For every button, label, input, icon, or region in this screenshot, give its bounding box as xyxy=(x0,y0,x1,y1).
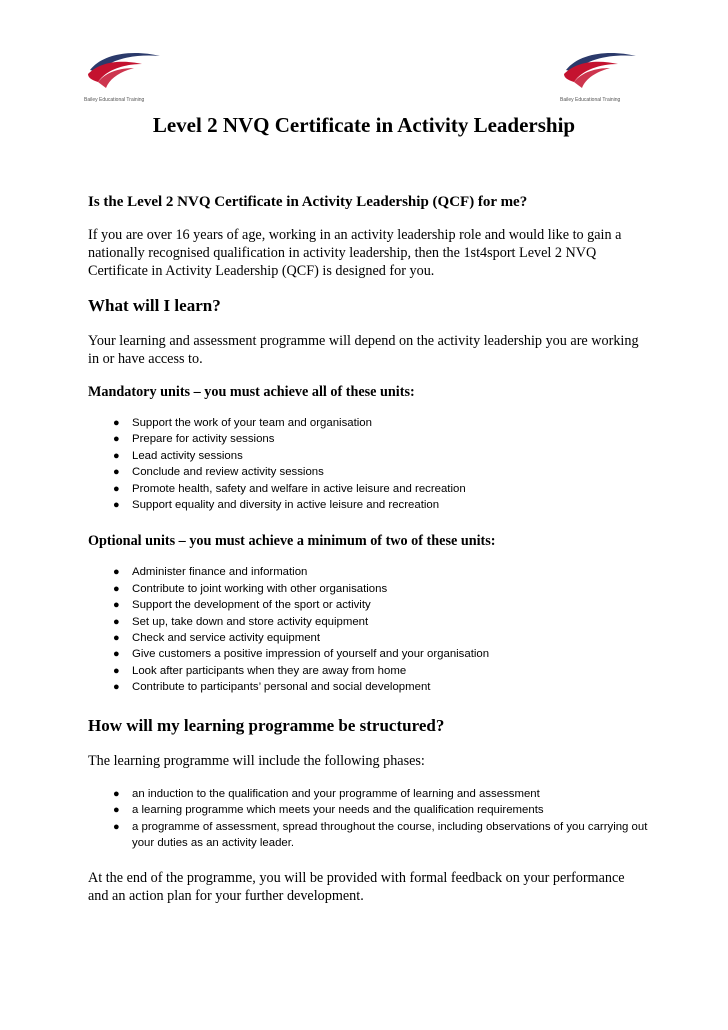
list-item: ● Check and service activity equipment xyxy=(88,630,648,646)
list-item: ● Promote health, safety and welfare in active leisure and recreation xyxy=(88,481,648,497)
list-item: ● Contribute to participants’ personal and social development xyxy=(88,679,648,695)
bullet-icon: ● xyxy=(113,599,120,612)
list-item: ● Support the development of the sport or activity xyxy=(88,597,648,613)
intro-question: Is the Level 2 NVQ Certificate in Activity Leadership (QCF) for me? xyxy=(88,194,528,210)
list-item: ● Support the work of your team and organisation xyxy=(88,415,648,431)
list-item: ● Contribute to joint working with other organisations xyxy=(88,581,648,597)
list-item: ● Support equality and diversity in active leisure and recreation xyxy=(88,497,648,513)
learn-text: Your learning and assessment programme will depend on the activity leadership you are working in or have access to. xyxy=(88,333,639,367)
mandatory-units-list xyxy=(88,415,648,513)
phases-list xyxy=(88,786,648,852)
intro-text: If you are over 16 years of age, working in an activity leadership role and would like to gain a nationally recognised qualification in activity leadership, then the 1st4sport Level 2 NVQ Certificate in Activity Leadership (QCF) is designed for you. xyxy=(88,227,622,279)
bullet-icon: ● xyxy=(113,632,120,645)
bullet-icon: ● xyxy=(113,582,120,595)
list-item: ● Set up, take down and store activity equipment xyxy=(88,614,648,630)
list-item: ● Look after participants when they are away from home xyxy=(88,663,648,679)
bullet-icon: ● xyxy=(113,566,120,579)
bullet-icon: ● xyxy=(113,466,120,479)
bullet-icon: ● xyxy=(113,615,120,628)
bullet-icon: ● xyxy=(113,820,120,833)
bullet-icon: ● xyxy=(113,433,120,446)
bullet-icon: ● xyxy=(113,482,120,495)
bullet-icon: ● xyxy=(113,804,120,817)
swoosh-logo-icon xyxy=(84,48,164,96)
document-body xyxy=(88,194,648,921)
list-item: ● Prepare for activity sessions xyxy=(88,431,648,447)
learn-heading: What will I learn? xyxy=(88,296,221,315)
bullet-icon: ● xyxy=(113,417,120,429)
list-item: ● an induction to the qualification and your programme of learning and assessment xyxy=(88,786,648,802)
logo-left xyxy=(84,48,164,106)
bullet-icon: ● xyxy=(113,648,120,661)
logo-caption: Bailey Educational Training xyxy=(84,97,145,103)
list-item: ● Conclude and review activity sessions xyxy=(88,464,648,480)
swoosh-logo-icon xyxy=(560,48,640,96)
optional-heading: Optional units – you must achieve a minimum of two of these units: xyxy=(88,533,496,550)
bullet-icon: ● xyxy=(113,787,120,800)
mandatory-heading: Mandatory units – you must achieve all of these units: xyxy=(88,384,415,400)
bullet-icon: ● xyxy=(113,499,120,512)
bullet-icon: ● xyxy=(113,449,120,462)
list-item: ● Lead activity sessions xyxy=(88,448,648,464)
closing-text: At the end of the programme, you will be provided with formal feedback on your performance and an action plan for your further development. xyxy=(88,870,625,905)
page-title: Level 2 NVQ Certificate in Activity Leadership xyxy=(152,113,576,137)
logo-caption: Bailey Educational Training xyxy=(560,97,621,103)
list-item: ● Give customers a positive impression of yourself and your organisation xyxy=(88,646,648,662)
optional-units-list xyxy=(88,564,648,695)
structure-heading: How will my learning programme be structured? xyxy=(88,715,445,735)
bullet-icon: ● xyxy=(113,664,120,677)
list-item: ● a learning programme which meets your needs and the qualification requirements xyxy=(88,802,648,818)
logo-right xyxy=(560,48,640,106)
structure-text: The learning programme will include the following phases: xyxy=(88,752,425,769)
list-item: ● Administer finance and information xyxy=(88,564,648,580)
list-item: ● a programme of assessment, spread throughout the course, including observations of you carrying out your duties as an activity leader. xyxy=(113,820,648,849)
bullet-icon: ● xyxy=(113,681,120,694)
